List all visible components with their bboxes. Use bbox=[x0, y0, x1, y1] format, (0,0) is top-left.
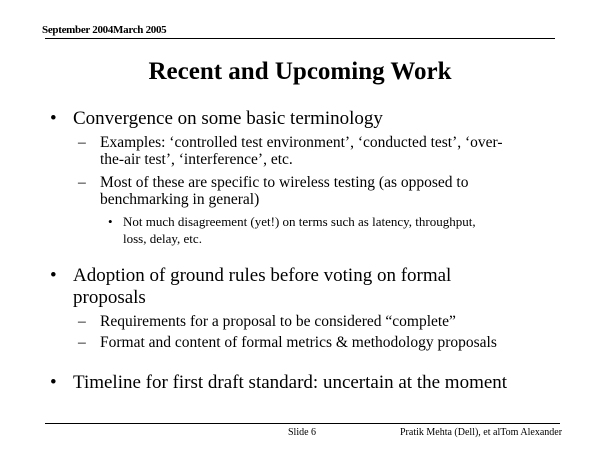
dash-marker: – bbox=[78, 134, 86, 151]
footer-authors: Pratik Mehta (Dell), et alTom Alexander bbox=[400, 427, 563, 438]
slide-number: Slide 6 bbox=[288, 427, 317, 438]
slide-title: Recent and Upcoming Work bbox=[148, 58, 452, 85]
subitem-text: the-air test’, ‘interference’, etc. bbox=[100, 151, 293, 168]
subitem-text: Format and content of formal metrics & methodology proposals bbox=[100, 334, 497, 351]
header-date-range: September 2004March 2005 bbox=[42, 24, 167, 36]
subitem-text: Requirements for a proposal to be considered “complete” bbox=[100, 313, 456, 330]
bullet-marker: • bbox=[50, 265, 57, 286]
subsubitem-text: Not much disagreement (yet!) on terms such as latency, throughput, bbox=[123, 214, 476, 229]
dash-marker: – bbox=[78, 174, 86, 191]
bullet-text: Convergence on some basic terminology bbox=[73, 108, 383, 129]
subsubitem-text: loss, delay, etc. bbox=[123, 231, 202, 246]
subsub-bullet-marker: • bbox=[108, 214, 113, 229]
dash-marker: – bbox=[78, 313, 86, 330]
bullet-text: Adoption of ground rules before voting on formal bbox=[73, 265, 452, 286]
subitem-text: Examples: ‘controlled test environment’, ‘conducted test’, ‘over- bbox=[100, 134, 503, 151]
header-divider bbox=[45, 38, 555, 39]
bullet-marker: • bbox=[50, 108, 57, 129]
bullet-marker: • bbox=[50, 372, 57, 393]
subitem-text: benchmarking in general) bbox=[100, 191, 260, 208]
footer-divider bbox=[45, 423, 560, 424]
dash-marker: – bbox=[78, 334, 86, 351]
subitem-text: Most of these are specific to wireless testing (as opposed to bbox=[100, 174, 469, 191]
bullet-text: proposals bbox=[73, 287, 146, 308]
bullet-text: Timeline for first draft standard: uncertain at the moment bbox=[73, 372, 508, 393]
